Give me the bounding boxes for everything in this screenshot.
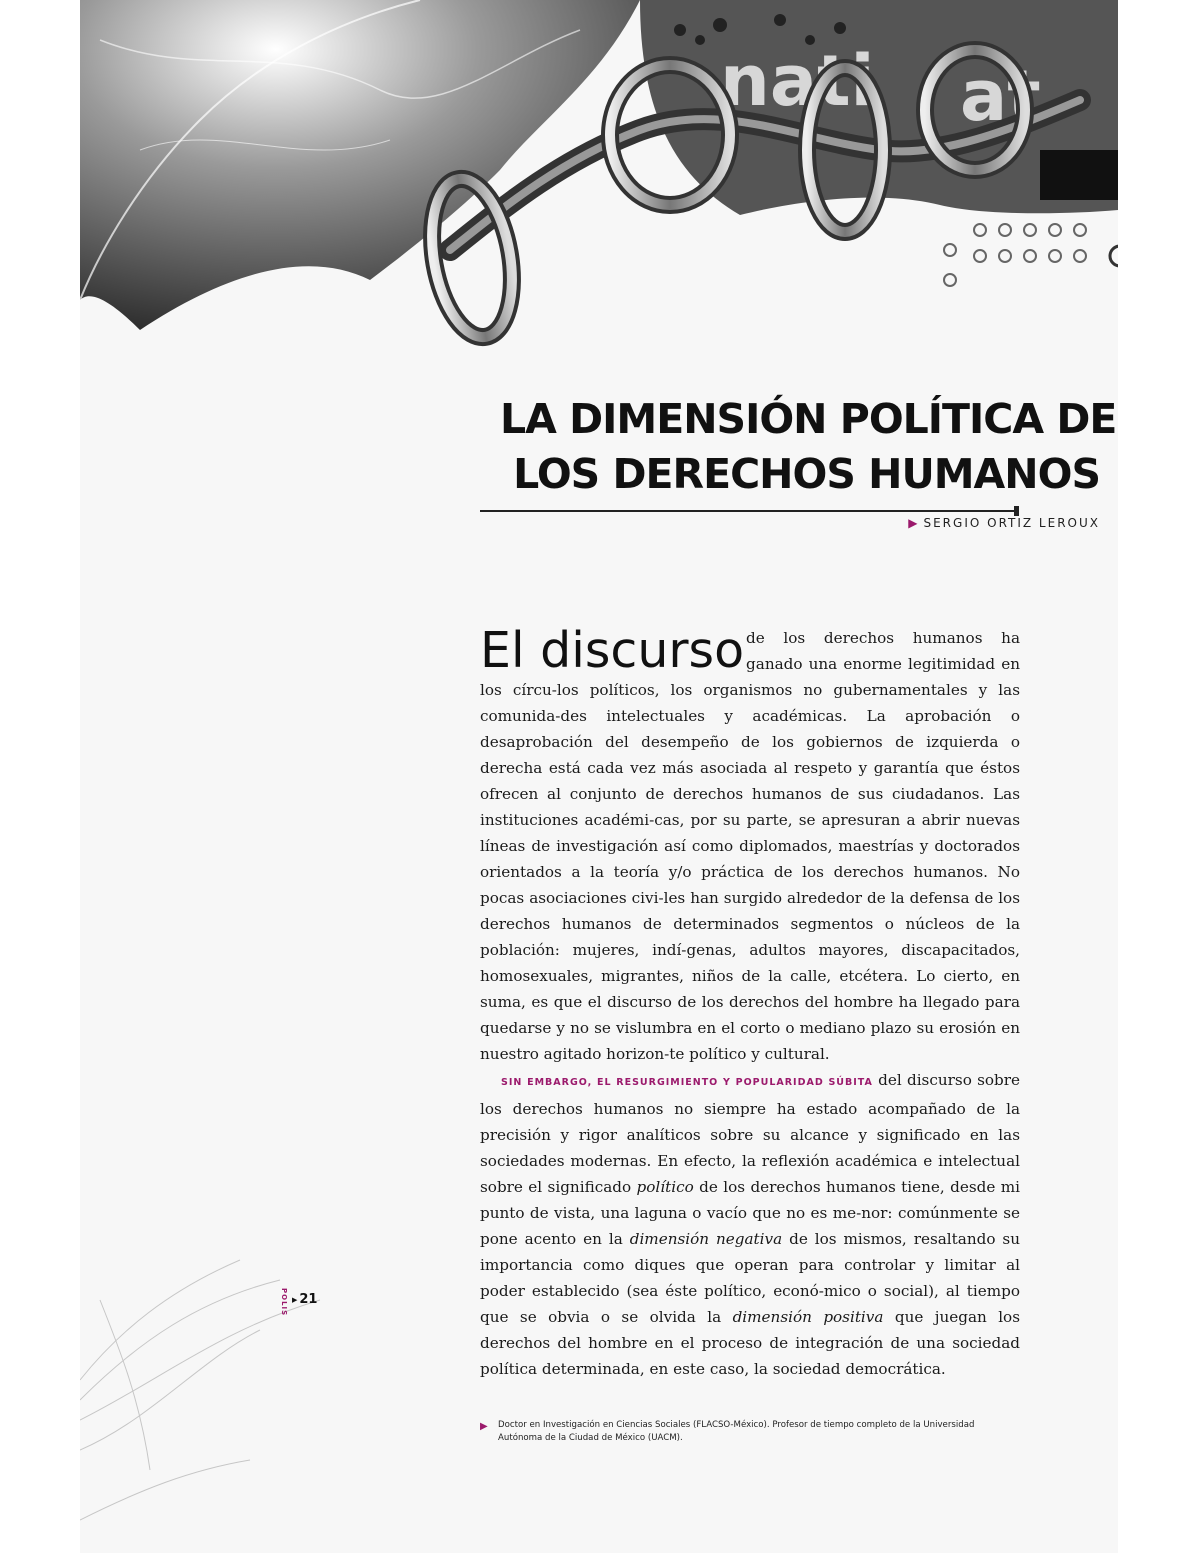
article-body xyxy=(480,622,1021,1382)
emphasis-politico: político xyxy=(636,1178,694,1196)
title-line-2: LOS DERECHOS HUMANOS xyxy=(513,450,1100,498)
triangle-icon: ▶ xyxy=(908,516,920,530)
paragraph-2-text-a: del discurso sobre los derechos humanos no siempre ha estado acompañado de la precisión y rigor analíticos sobre su alcance y significado en las sociedades modernas. En efecto, la reflexión académica e intelectual sobre el significado xyxy=(480,1071,1021,1196)
paragraph-2 xyxy=(480,1067,1020,1382)
title-rule xyxy=(480,510,1018,512)
paragraph-1-text: de los derechos humanos ha ganado una enorme legitimidad en los círcu-los políticos, los organismos no gubernamentales y las comunida-des intelectuales y académicas. La aprobación o desaprobación del desempeño de los gobiernos de izquierda o derecha está cada vez más asociada al respeto y garantía que éstos ofrecen al conjunto de derechos humanos de sus ciudadanos. Las instituciones académi-cas, por su parte, se apresuran a abrir nuevas líneas de investigación así como diplomados, maestrías y doctorados orientados a la teoría y/o práctica de los derechos humanos. No pocas asociaciones civi-les han surgido alrededor de la defensa de los derechos humanos de determinados segmentos o núcleos de la población: mujeres, indí-genas, adultos mayores, discapacitados, homosexuales, migrantes, niños de la calle, etcétera. Lo cierto, en suma, es que el discurso de los derechos del hombre ha llegado para quedarse y no se vislumbra en el corto o mediano plazo su erosión en nuestro agitado horizon-te político y cultural. xyxy=(480,629,1020,1063)
title-line-1: LA DIMENSIÓN POLÍTICA DE xyxy=(500,395,1117,443)
fiber-decoration xyxy=(80,1000,380,1553)
title-rule-end xyxy=(1014,506,1019,516)
triangle-icon: ▶ xyxy=(292,1295,298,1304)
paragraph-2-text-b: de los derechos humanos tiene, desde mi punto de vista, una laguna o vacío que no es me-nor: comúnmente se pone acento en la xyxy=(480,1178,1020,1248)
paragraph-2-text-c: de los mismos, resaltando su importancia como diques que operan para controlar y limitar al poder establecido (sea éste político, econó-mico o social), al tiempo que se obvia o se olvida la xyxy=(480,1230,1020,1326)
paragraph-2-lead: SIN EMBARGO, EL RESURGIMIENTO Y POPULARIDAD SÚBITA xyxy=(501,1077,873,1088)
author-byline xyxy=(908,516,1100,530)
footnote-text: Doctor en Investigación en Ciencias Sociales (FLACSO-México). Profesor de tiempo completo de la Universidad Autónoma de la Ciudad de México (UACM). xyxy=(498,1420,975,1443)
author-name: SERGIO ORTIZ LEROUX xyxy=(923,516,1100,530)
emphasis-dimension-positiva: dimensión positiva xyxy=(732,1308,884,1326)
paragraph-1 xyxy=(480,622,1020,1067)
header-illustration xyxy=(80,0,1118,380)
page-folio xyxy=(278,1288,338,1328)
paragraph-2-text-d: que juegan los derechos del hombre en el proceso de integración de una sociedad política determinada, en este caso, la sociedad democrática. xyxy=(480,1308,1020,1378)
article-title xyxy=(500,392,1117,502)
svg-text:nati: nati xyxy=(720,40,875,122)
drop-word: El discurso xyxy=(480,622,745,679)
journal-brand: POLIS xyxy=(280,1288,288,1317)
triangle-icon: ▶ xyxy=(480,1421,488,1432)
emphasis-dimension-negativa: dimensión negativa xyxy=(629,1230,783,1248)
page-number xyxy=(292,1292,317,1307)
svg-text:at: at xyxy=(960,55,1041,137)
author-footnote xyxy=(480,1419,1020,1445)
page-number-value: 21 xyxy=(299,1292,318,1307)
